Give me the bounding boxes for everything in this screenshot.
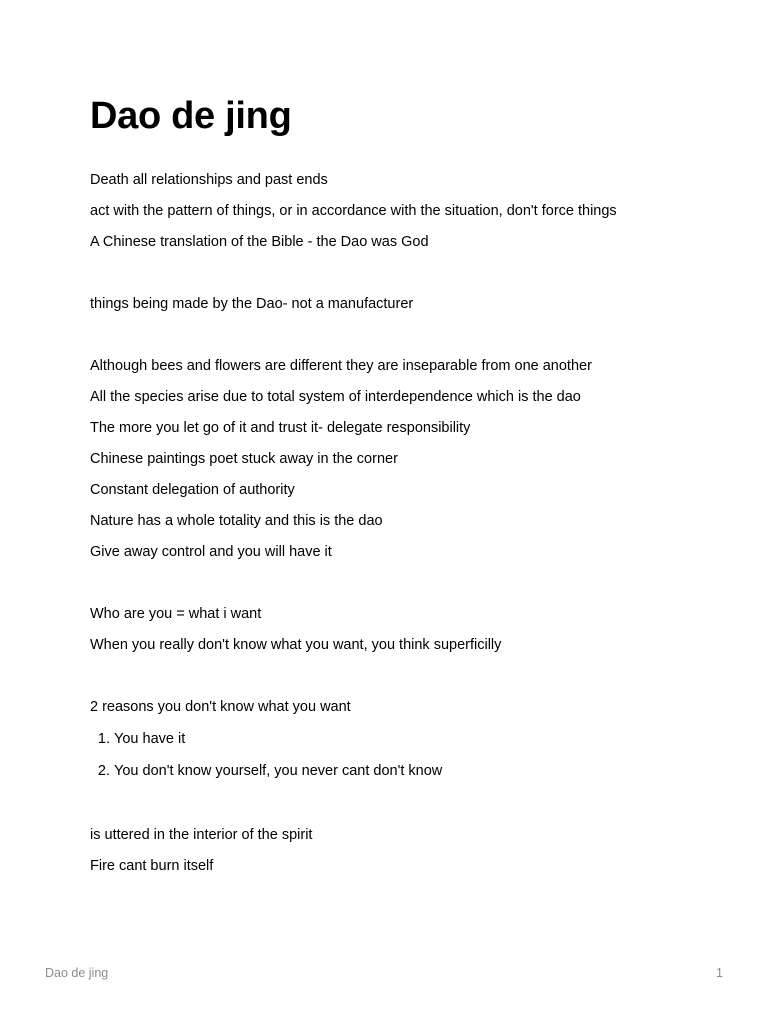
footer-page-number: 1: [716, 966, 723, 980]
text-line: Constant delegation of authority: [90, 482, 295, 498]
text-line: All the species arise due to total system of interdependence which is the dao: [90, 389, 581, 405]
list-item: [90, 730, 185, 748]
text-line: Chinese paintings poet stuck away in the corner: [90, 451, 398, 467]
footer-document-title: Dao de jing: [45, 966, 109, 980]
text-line: Who are you = what i want: [90, 606, 262, 622]
text-line: act with the pattern of things, or in accordance with the situation, don't force things: [90, 203, 617, 219]
text-line: Although bees and flowers are different they are inseparable from one another: [90, 358, 592, 374]
text-line: A Chinese translation of the Bible - the Dao was God: [90, 234, 429, 250]
list-text: You have it: [114, 731, 186, 747]
list-text: You don't know yourself, you never cant don't know: [114, 763, 443, 779]
page-title: Dao de jing: [90, 95, 292, 137]
list-number: 1.: [97, 731, 110, 747]
list-number: 2.: [97, 763, 110, 779]
list-item: [90, 762, 442, 780]
text-line: Nature has a whole totality and this is the dao: [90, 513, 383, 529]
text-line: The more you let go of it and trust it- delegate responsibility: [90, 420, 471, 436]
text-line: things being made by the Dao- not a manufacturer: [90, 296, 414, 312]
text-line: Death all relationships and past ends: [90, 172, 328, 188]
text-line: Fire cant burn itself: [90, 858, 214, 874]
text-line: When you really don't know what you want, you think superficilly: [90, 637, 502, 653]
text-line: 2 reasons you don't know what you want: [90, 699, 351, 715]
text-line: Give away control and you will have it: [90, 544, 332, 560]
text-line: is uttered in the interior of the spirit: [90, 827, 313, 843]
